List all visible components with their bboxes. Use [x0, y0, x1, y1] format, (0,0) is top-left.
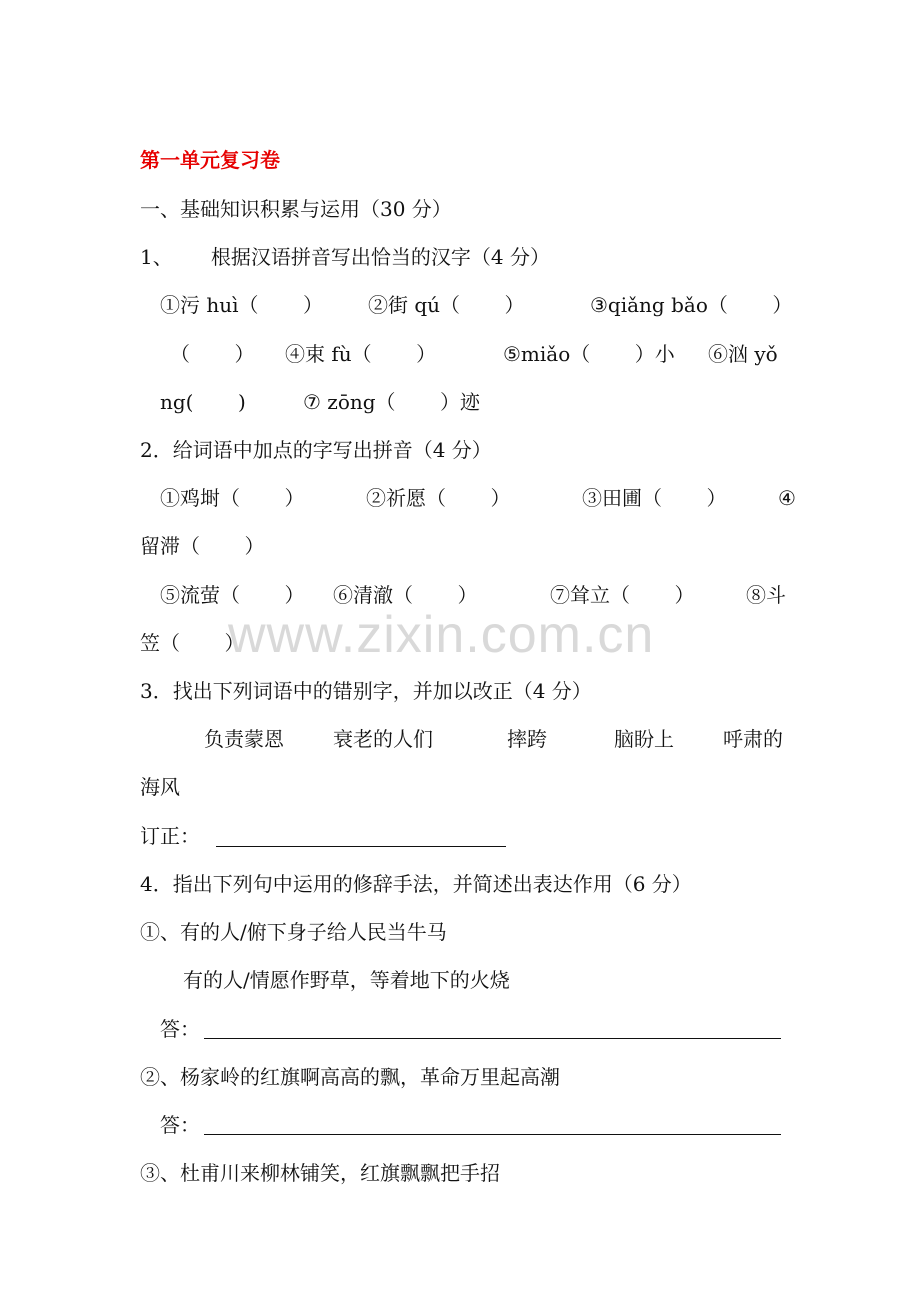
q2-item: 留滞（ ）	[140, 534, 265, 558]
q2-item: ①鸡埘（ ）	[160, 486, 305, 510]
q1-item: ng( )	[160, 390, 246, 414]
q1-item: ④束 fù（ ）	[285, 342, 437, 366]
section-heading: 一、基础知识积累与运用（30 分）	[140, 197, 452, 221]
q1-item: ①污 huì（ ）	[160, 293, 324, 317]
watermark: www.zixin.com.cn	[228, 606, 655, 664]
q4-item-1-line2: 有的人/情愿作野草，等着地下的火烧	[183, 968, 510, 992]
q4-item-3: ③、杜甫川来柳林铺笑，红旗飘飘把手招	[140, 1161, 500, 1185]
answer-blank[interactable]	[204, 1038, 781, 1039]
q2-item: ④	[778, 486, 796, 510]
q1-item: （ ）	[170, 342, 255, 366]
question-3-heading: 3．找出下列词语中的错别字，并加以改正（4 分）	[140, 679, 592, 703]
q1-item: ③qiǎng bǎo（ ）	[590, 293, 793, 317]
q3-word: 摔跨	[507, 727, 547, 751]
page-title: 第一单元复习卷	[140, 148, 280, 172]
q1-item: ⑥汹 yǒ	[708, 342, 778, 366]
q3-word: 呼肃的	[723, 727, 783, 751]
q3-word: 脑盼上	[614, 727, 674, 751]
q1-item: ⑦ zōng（ ）迹	[303, 390, 481, 414]
q4-item-2: ②、杨家岭的红旗啊高高的飘，革命万里起高潮	[140, 1065, 560, 1089]
question-2-heading: 2．给词语中加点的字写出拼音（4 分）	[140, 438, 492, 462]
q1-item: ⑤miǎo（ ）小	[503, 342, 675, 366]
q2-item: ⑥清澈（ ）	[333, 583, 478, 607]
q2-item: ③田圃（ ）	[582, 486, 727, 510]
q2-item: ⑧斗	[746, 583, 786, 607]
q4-item-1: ①、有的人/俯下身子给人民当牛马	[140, 920, 447, 944]
q1-item: ②街 qú（ ）	[368, 293, 525, 317]
q3-word: 衰老的人们	[333, 727, 433, 751]
q3-word: 海风	[140, 775, 180, 799]
fix-label: 订正：	[140, 824, 200, 848]
answer-label: 答：	[160, 1113, 200, 1137]
q2-item: ⑦耸立（ ）	[550, 583, 695, 607]
answer-label: 答：	[160, 1017, 200, 1041]
answer-blank[interactable]	[216, 846, 506, 847]
question-4-heading: 4．指出下列句中运用的修辞手法，并简述出表达作用（6 分）	[140, 872, 692, 896]
q2-item: ②祈愿（ ）	[366, 486, 511, 510]
q2-item: 笠（ ）	[140, 631, 245, 655]
q2-item: ⑤流萤（ ）	[160, 583, 305, 607]
q3-word: 负责蒙恩	[204, 727, 284, 751]
answer-blank[interactable]	[204, 1134, 781, 1135]
question-1-heading: 1、 根据汉语拼音写出恰当的汉字（4 分）	[140, 245, 550, 269]
